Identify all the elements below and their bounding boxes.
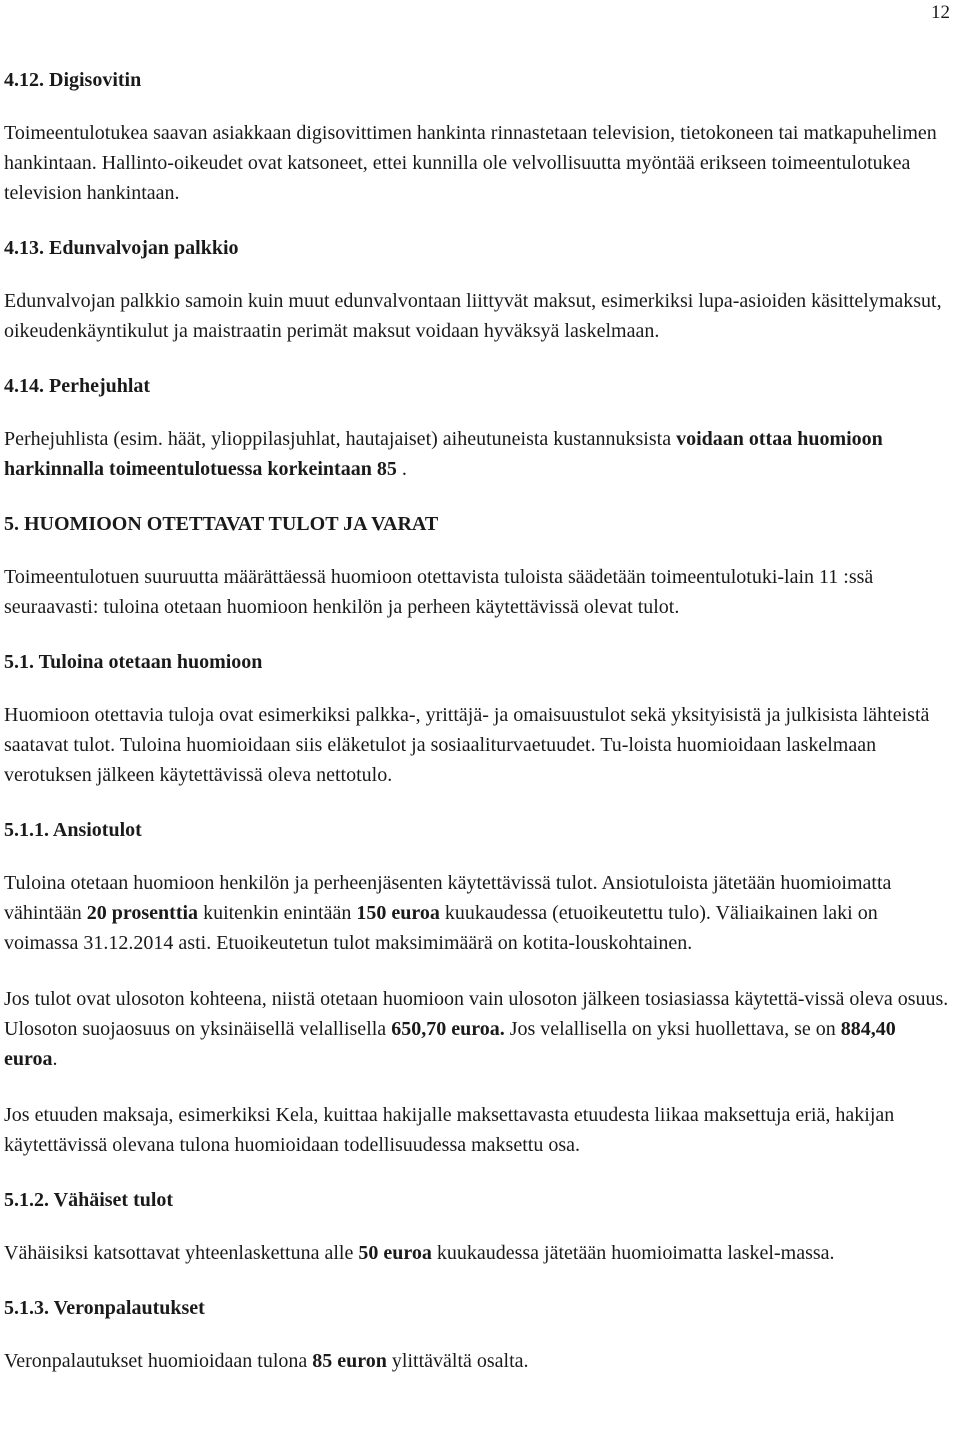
document-body [4, 66, 954, 1402]
text-run: Perhejuhlista (esim. häät, ylioppilasjuhlat, hautajaiset) aiheutuneista kustannuksista [4, 428, 677, 450]
text-run: Vähäisiksi katsottavat yhteenlaskettuna alle [4, 1242, 359, 1264]
section-heading: 5.1. Tuloina otetaan huomioon [4, 651, 263, 673]
paragraph [4, 984, 954, 1074]
paragraph [4, 1238, 954, 1268]
section-heading: 5.1.3. Veronpalautukset [4, 1297, 205, 1319]
section-4-13 [4, 234, 954, 346]
bold-text-run: 85 euron [312, 1350, 387, 1372]
section-heading: 4.12. Digisovitin [4, 69, 142, 91]
text-run: Veronpalautukset huomioidaan tulona [4, 1350, 313, 1372]
text-run: Jos tulot ovat ulosoton kohteena, niistä otetaan huomioon vain ulosoton jälkeen tosiasiassa käytettä-vissä oleva osuus. Ulosoton suojaosuus on yksinäisellä velallisella [4, 988, 949, 1040]
text-run: . [52, 1048, 58, 1070]
text-run: ylittävältä osalta. [386, 1350, 529, 1372]
section-5-1-3 [4, 1294, 954, 1376]
paragraph: Huomioon otettavia tuloja ovat esimerkiksi palkka-, yrittäjä- ja omaisuustulot sekä yksityisistä ja julkisista lähteistä saatavat tulot. Tuloina huomioidaan siis eläketulot ja sosiaaliturvaetuudet. Tu-loista huomioidaan laskelmaan verotuksen jälkeen käytettävissä oleva nettotulo. [4, 704, 930, 786]
bold-text-run: 20 prosenttia [86, 902, 199, 924]
section-heading: 5.1.1. Ansiotulot [4, 819, 142, 841]
paragraph [4, 424, 954, 484]
section-5 [4, 510, 954, 622]
section-4-14 [4, 372, 954, 484]
paragraph: Edunvalvojan palkkio samoin kuin muut edunvalvontaan liittyvät maksut, esimerkiksi lupa-asioiden käsittelymaksut, oikeudenkäyntikulut ja maistraatin perimät maksut voidaan hyväksyä laskelmaan. [4, 290, 942, 342]
bold-text-run: 150 euroa [356, 902, 440, 924]
section-heading: 5.1.2. Vähäiset tulot [4, 1189, 174, 1211]
text-run: kuukaudessa jätetään huomioimatta laskel-massa. [431, 1242, 835, 1264]
text-run: kuitenkin enintään [198, 902, 357, 924]
page-number: 12 [931, 2, 950, 23]
section-heading: 4.14. Perhejuhlat [4, 375, 151, 397]
section-heading: 5. HUOMIOON OTETTAVAT TULOT JA VARAT [4, 513, 439, 535]
section-5-1-2 [4, 1186, 954, 1268]
bold-text-run: voidaan ottaa huomioon harkinnalla toimeentulotuessa korkeintaan 85 [4, 428, 883, 480]
paragraph: Toimeentulotuen suuruutta määrättäessä huomioon otettavista tuloista säädetään toimeentulotuki-lain 11 :ssä seuraavasti: tuloina otetaan huomioon henkilön ja perheen käytettävissä olevat tulot. [4, 566, 874, 618]
section-5-1 [4, 648, 954, 790]
paragraph [4, 1346, 954, 1376]
bold-text-run: 650,70 euroa. [391, 1018, 505, 1040]
section-5-1-1 [4, 816, 954, 1160]
text-run: kuukaudessa (etuoikeutettu tulo). Väliaikainen laki on voimassa 31.12.2014 asti. Etuoikeutetun tulot maksimimäärä on kotita-louskohtainen. [4, 902, 878, 954]
text-run: . [401, 458, 407, 480]
text-run: Jos velallisella on yksi huollettava, se on [504, 1018, 841, 1040]
bold-text-run: 50 euroa [358, 1242, 432, 1264]
section-4-12 [4, 66, 954, 208]
section-heading: 4.13. Edunvalvojan palkkio [4, 237, 239, 259]
paragraph [4, 868, 954, 958]
bold-text-run: 884,40 euroa [4, 1018, 896, 1070]
text-run: Tuloina otetaan huomioon henkilön ja perheenjäsenten käytettävissä tulot. Ansiotuloista jätetään huomioimatta vähintään [4, 872, 892, 924]
paragraph: Jos etuuden maksaja, esimerkiksi Kela, kuittaa hakijalle maksettavasta etuudesta liikaa maksettuja eriä, hakijan käytettävissä olevana tulona huomioidaan todellisuudessa maksettu osa. [4, 1104, 895, 1156]
paragraph: Toimeentulotukea saavan asiakkaan digisovittimen hankinta rinnastetaan television, tietokoneen tai matkapuhelimen hankintaan. Hallinto-oikeudet ovat katsoneet, ettei kunnilla ole velvollisuutta myöntää erikseen toimeentulotukea television hankintaan. [4, 122, 937, 204]
